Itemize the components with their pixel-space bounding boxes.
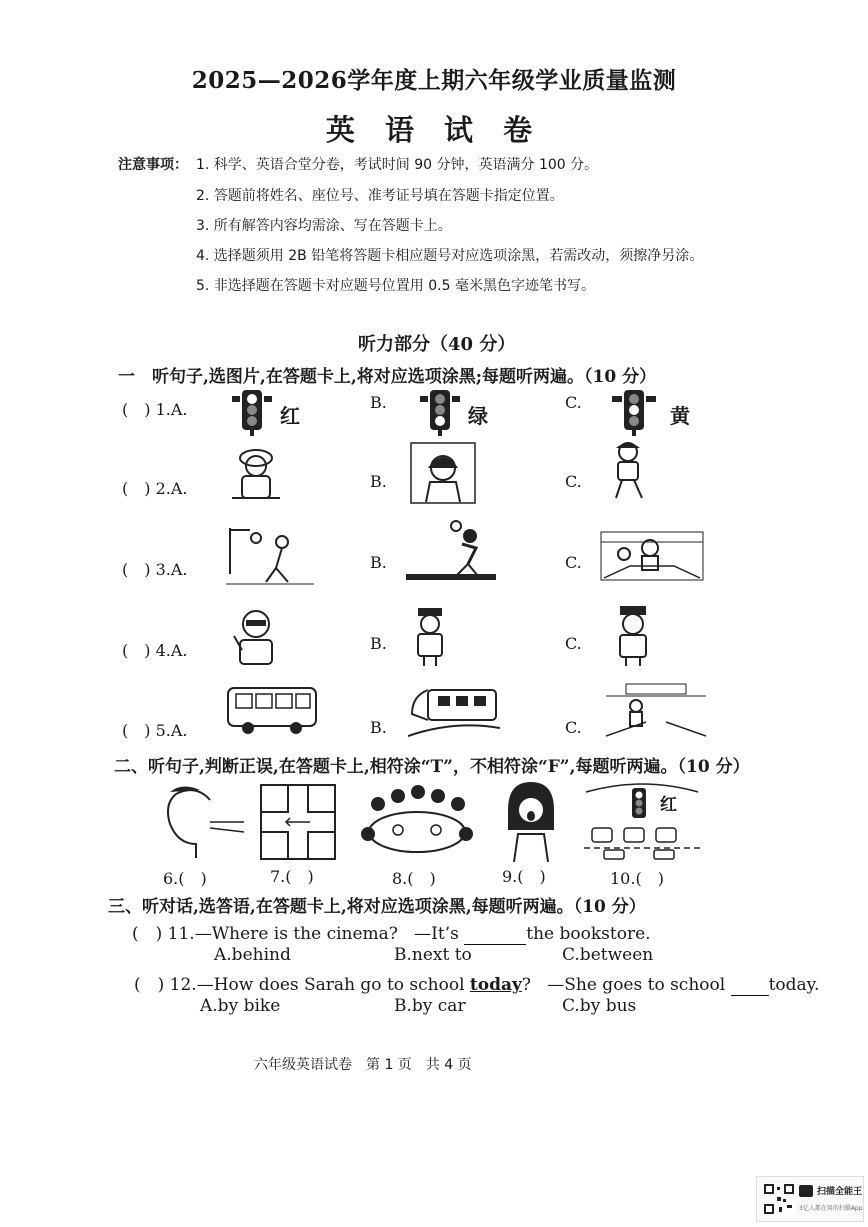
scanner-watermark	[756, 1176, 864, 1222]
q10-label: 10.( )	[610, 869, 664, 888]
notice-item-5: 5. 非选择题在答题卡对应题号位置用 0.5 毫米黑色字迹笔书写。	[196, 278, 595, 294]
q12-answer-pre: —She goes to school	[547, 975, 726, 995]
q12-option-c: C.by bus	[562, 996, 637, 1016]
q2-label: ( ) 2.A.	[122, 479, 188, 498]
exam-subtitle: 英 语 试 卷	[325, 113, 543, 147]
family-dinner-image	[358, 782, 476, 862]
traffic-light-icon	[228, 388, 276, 436]
q12-answer-post: today.	[768, 975, 820, 995]
qr-code-icon	[763, 1183, 795, 1215]
boy-basketball-image	[226, 524, 314, 586]
girl-portrait-image	[410, 442, 476, 504]
page-footer: 六年级英语试卷 第 1 页 共 4 页	[254, 1057, 472, 1073]
traffic-intersection-image	[584, 778, 700, 860]
scanner-logo-icon	[799, 1185, 813, 1197]
q12-blank	[731, 975, 769, 996]
q12-option-a: A.by bike	[200, 996, 281, 1016]
girl-crying-image	[498, 780, 564, 862]
q12-emphasis: today	[469, 975, 522, 995]
q11-question	[132, 919, 651, 945]
q8-label: 8.( )	[392, 869, 436, 888]
q11-blank	[464, 924, 526, 945]
girl-walking-street-image	[606, 682, 706, 738]
q4-option-c: C.	[565, 634, 582, 653]
scanner-tagline: 3亿人都在用的扫描App	[799, 1205, 863, 1212]
bus-image	[226, 684, 318, 736]
q5-label: ( ) 5.A.	[122, 721, 188, 740]
q11-option-c: C.between	[562, 945, 654, 965]
q7-label: 7.( )	[270, 867, 314, 886]
girl-playground-image	[600, 522, 704, 582]
yellow-label: 黄	[670, 404, 690, 428]
boy-with-hat-image	[226, 444, 286, 502]
q11-answer-pre: —It’s	[414, 924, 459, 944]
notice-item-2: 2. 答题前将姓名、座位号、准考证号填在答题卡指定位置。	[196, 188, 564, 204]
notice-item-4: 4. 选择题须用 2B 铅笔将答题卡相应题号对应选项涂黑，若需改动，须擦净另涂。	[196, 248, 704, 264]
q2-option-b: B.	[370, 472, 387, 491]
red-label: 红	[660, 795, 677, 815]
q3-option-b: B.	[370, 553, 387, 572]
boy-whistling-image	[156, 784, 246, 860]
q6-label: 6.( )	[163, 869, 207, 888]
q3-option-c: C.	[565, 553, 582, 572]
q4-label: ( ) 4.A.	[122, 641, 188, 660]
section2-title: 二、听句子,判断正误,在答题卡上,相符涂“T”，不相符涂“F”,每题听两遍。（10 分）	[114, 757, 750, 777]
q11-option-b: B.next to	[394, 945, 472, 965]
q1-label: ( ) 1.A.	[122, 400, 188, 419]
q11-answer-post: the bookstore.	[526, 924, 651, 944]
q5-option-c: C.	[565, 718, 582, 737]
q3-label: ( ) 3.A.	[122, 560, 188, 579]
q4-option-b: B.	[370, 634, 387, 653]
q12-option-b: B.by car	[394, 996, 466, 1016]
q11-option-a: A.behind	[214, 945, 291, 965]
notice-item-3: 3. 所有解答内容均需涂、写在答题卡上。	[196, 218, 452, 234]
q9-label: 9.( )	[502, 867, 546, 886]
q5-option-b: B.	[370, 718, 387, 737]
green-label: 绿	[468, 404, 488, 428]
q1-option-b: B.	[370, 393, 387, 412]
train-image	[408, 684, 500, 740]
scanner-brand: 扫描全能王	[817, 1187, 863, 1197]
red-label: 红	[280, 404, 300, 428]
police-officer-image	[610, 604, 656, 668]
exam-title: 2025—2026学年度上期六年级学业质量监测	[191, 67, 677, 94]
traffic-light-icon	[416, 388, 464, 436]
man-eating-image	[228, 606, 284, 668]
crossroads-image	[260, 784, 336, 860]
q12-question	[134, 970, 819, 996]
q12-mark: ?	[521, 975, 532, 995]
q12-label: ( ) 12.—How does Sarah go to school	[134, 975, 465, 995]
q1-option-c: C.	[565, 393, 582, 412]
q2-option-c: C.	[565, 472, 582, 491]
notice-item-1: 1. 科学、英语合堂分卷，考试时间 90 分钟，英语满分 100 分。	[196, 157, 599, 173]
notice-label: 注意事项：	[118, 157, 188, 173]
traffic-light-icon	[608, 388, 660, 436]
girl-walking-image	[598, 440, 658, 502]
section3-title: 三、听对话,选答语,在答题卡上,将对应选项涂黑,每题听两遍。（10 分）	[108, 897, 646, 917]
q11-label: ( ) 11.—Where is the cinema?	[132, 924, 398, 944]
listening-heading: 听力部分（40 分）	[358, 334, 516, 355]
police-officer-image	[410, 606, 450, 668]
section1-title: 一 听句子,选图片,在答题卡上,将对应选项涂黑;每题听两遍。（10 分）	[118, 367, 657, 387]
boy-football-image	[406, 520, 496, 582]
